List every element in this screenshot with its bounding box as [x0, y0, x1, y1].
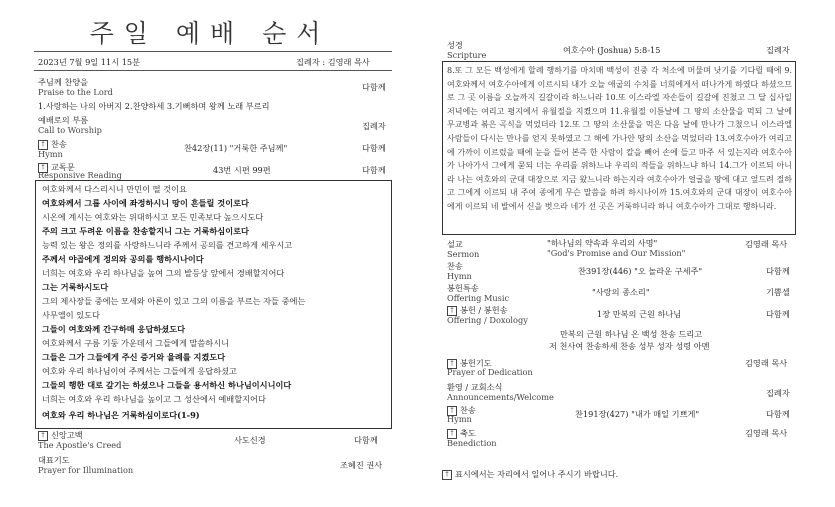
sermon-title-korean: "하나님의 약속과 우리의 사명": [547, 238, 658, 248]
stand-mark-icon: †: [38, 163, 48, 173]
reading-line: 여호와께서 구름 기둥 가운데서 그들에게 말씀하시니: [42, 338, 230, 348]
benediction-title-en: Benediction: [447, 438, 497, 448]
welcome-leader: 집례자: [766, 388, 790, 398]
reading-line: 그들이 여호와께 간구하매 응답하셨도다: [42, 324, 186, 334]
stand-mark-icon: †: [442, 470, 452, 480]
sermon-title-ko: 설교: [447, 239, 463, 249]
welcome-title-ko: 환영 / 교회소식: [447, 382, 503, 392]
dedication-leader: 김영래 목사: [745, 358, 788, 368]
reading-line: 여호와 우리 하나님은 거룩하심이로다(1-9): [42, 410, 200, 420]
offering-music-detail: "사랑의 종소리": [592, 287, 650, 297]
offering-title-ko: 봉헌 / 봉헌송: [460, 305, 508, 315]
reading-line: 너희는 여호와 우리 하나님을 높여 그의 발등상 앞에서 경배할지어다: [42, 268, 285, 278]
responsive-reading-box: [35, 180, 392, 429]
hymn2-leader: 다함께: [766, 266, 790, 276]
title-rule: [34, 51, 392, 52]
hymn3-title-ko: 찬송: [460, 405, 476, 415]
offering-leader: 다함께: [766, 309, 790, 319]
reading-line: 그들의 행한 대로 갚기는 하셨으나 그들을 용서하신 하나님이시니이다: [42, 380, 292, 390]
bulletin-title: 주일 예배 순서: [89, 19, 331, 48]
creed-title-en: The Apostle's Creed: [38, 440, 122, 450]
reading-line: 그는 거룩하시도다: [42, 282, 109, 292]
sermon-title-en: Sermon: [447, 249, 480, 259]
stand-mark-icon: †: [447, 406, 457, 416]
scripture-leader: 집례자: [766, 45, 790, 55]
presider-label: 집례자 : 김영래 목사: [296, 57, 370, 67]
hymn-title-ko: 찬송: [51, 139, 67, 149]
call-title-en: Call to Worship: [38, 125, 102, 135]
hymn-title-en: Hymn: [38, 149, 63, 159]
praise-title-ko: 주님께 찬양을: [38, 77, 89, 87]
responsive-leader: 다함께: [362, 165, 386, 175]
hymn2-title-ko: 찬송: [447, 261, 463, 271]
header-rule: [34, 70, 392, 71]
offering-music-title-en: Offering Music: [447, 293, 510, 303]
welcome-title-en: Announcements/Welcome: [447, 392, 554, 402]
footnote: [442, 469, 618, 480]
prayer-title-ko: 대표기도: [38, 455, 70, 465]
offering-detail: 1장 만복의 근원 하나님: [597, 309, 682, 319]
call-title-ko: 예배로의 부름: [38, 115, 89, 125]
dedication-title-ko: 봉헌기도: [460, 358, 492, 368]
call-leader: 집례자: [362, 121, 386, 131]
hymn2-detail: 찬391장(446) "오 놀라운 구세주": [578, 266, 703, 276]
stand-mark-icon: †: [447, 359, 457, 369]
responsive-detail: 43번 시편 99편: [213, 165, 271, 175]
hymn2-title-en: Hymn: [447, 271, 472, 281]
scripture-passage: 8.또 그 모든 백성에게 할례 행하기를 마치매 백성이 진중 각 처소에 머물며 낫기를 기다릴 때에 9.여호와께서 여호수아에게 이르시되 내가 오늘 애굽의 수치를 너희에게서 떠나가게 하였다 하셨으므로 그 곳 이름을 오늘까지 길갈이라 하느니라 10.또 이스라엘 자손들이 길갈에 진쳤고 그 달 십사일 저녁에는 여리고 평지에서 유월절을 지켰으며 11.유월절 이튿날에 그 땅의 소산물을 먹되 그 날에 무교병과 볶은 곡식을 먹었더라 12.또 그 땅의 소산물을 먹은 다음 날에 만나가 그쳤으니 이스라엘 사람들이 다시는 만나를 얻지 못하였고 그 해에 가나안 땅의 소산을 먹었더라 13.여호수아가 여리고에 가까이 이르렀을 때에 눈을 들어 본즉 한 사람이 칼을 빼어 손에 들고 마주 서 있는지라 여호수아가 나아가서 그에게 묻되 너는 우리를 위하느냐 우리의 적들을 위하느냐 하니 14.그가 이르되 아니라 나는 여호와의 군대 대장으로 지금 왔느니라 하는지라 여호수아가 얼굴을 땅에 대고 엎드려 절하고 그에게 이르되 내 주여 종에게 무슨 말씀을 하려 하시나이까 15.여호와의 군대 대장이 여호수아에게 이르되 네 발에서 신을 벗으라 네가 선 곳은 거룩하니라 하니 여호수아가 그대로 행하니라.: [447, 66, 792, 211]
creed-leader: 다함께: [354, 435, 378, 445]
reading-line: 주의 크고 두려운 이름을 찬송할지니 그는 거룩하심이로다: [42, 226, 249, 236]
hymn3-detail: 찬191장(427) "내가 매일 기쁘게": [575, 409, 700, 419]
benediction-title-ko: 축도: [460, 428, 476, 438]
hymn3-leader: 다함께: [766, 409, 790, 419]
reading-line: 그들은 그가 그들에게 주신 증거와 율례를 지켰도다: [42, 352, 226, 362]
praise-title-en: Praise to the Lord: [38, 87, 113, 97]
hymn3-title-en: Hymn: [447, 414, 472, 424]
scripture-title-ko: 성경: [447, 40, 463, 50]
reading-line: 여호와께서 그룹 사이에 좌정하시니 땅이 흔들릴 것이로다: [42, 198, 249, 208]
reading-line: 시온에 계시는 여호와는 위대하시고 모든 민족보다 높으시도다: [42, 212, 264, 222]
reading-line: 주께서 야곱에게 정의와 공의를 행하시나이다: [42, 254, 204, 264]
prayer-leader: 조혜진 권사: [340, 460, 383, 470]
footnote-text: 표시에서는 자리에서 일어나 주시기 바랍니다.: [455, 469, 619, 479]
reading-line: 여호와께서 다스리시니 만민이 떨 것이요: [42, 184, 187, 194]
praise-songs: 1.사랑하는 나의 아버지 2.찬양하세 3.기뻐하며 왕께 노래 부르리: [38, 101, 270, 111]
dedication-title-en: Prayer of Dedication: [447, 367, 533, 377]
doxology-line-1: 만복의 근원 하나님 온 백성 찬송 드리고: [560, 329, 703, 339]
stand-mark-icon: †: [38, 140, 48, 150]
hymn-detail: 찬42장(11) "거룩한 주님께": [184, 143, 288, 153]
reading-line: 능력 있는 왕은 정의를 사랑하느니라 주께서 공의를 견고하게 세우시고: [42, 240, 293, 250]
sermon-title-english: "God's Promise and Our Mission": [547, 248, 686, 258]
hymn-leader: 다함께: [362, 143, 386, 153]
scripture-detail: 여호수아 (Joshua) 5:8-15: [563, 45, 661, 55]
stand-mark-icon: †: [38, 431, 48, 441]
offering-music-leader: 기쁨셀: [766, 287, 790, 297]
offering-music-title-ko: 봉헌특송: [447, 283, 479, 293]
creed-title-ko: 신앙고백: [51, 430, 83, 440]
sermon-leader: 김영래 목사: [745, 239, 788, 249]
doxology-line-2: 저 천사여 찬송하세 찬송 성부 성자 성령 아멘: [549, 341, 710, 351]
responsive-title-ko: 교독문: [51, 162, 75, 172]
reading-line: 그의 제사장들 중에는 모세와 아론이 있고 그의 이름을 부르는 자들 중에는: [42, 296, 306, 306]
creed-detail: 사도신경: [234, 435, 266, 445]
stand-mark-icon: †: [447, 306, 457, 316]
scripture-title-en: Scripture: [447, 50, 487, 60]
reading-line: 여호와 우리 하나님이여 주께서는 그들에게 응답하셨고: [42, 366, 237, 376]
benediction-leader: 김영래 목사: [745, 428, 788, 438]
responsive-title-en: Responsive Reading: [38, 170, 122, 180]
reading-line: 너희는 여호와 우리 하나님을 높이고 그 성산에서 예배할지어다: [42, 394, 266, 404]
offering-title-en: Offering / Doxology: [447, 315, 528, 325]
praise-leader: 다함께: [362, 82, 386, 92]
stand-mark-icon: †: [447, 429, 457, 439]
reading-line: 사무엘이 있도다: [42, 310, 100, 320]
prayer-title-en: Prayer for Illumination: [38, 465, 134, 475]
service-date: 2023년 7월 9일 11시 15분: [38, 57, 141, 67]
